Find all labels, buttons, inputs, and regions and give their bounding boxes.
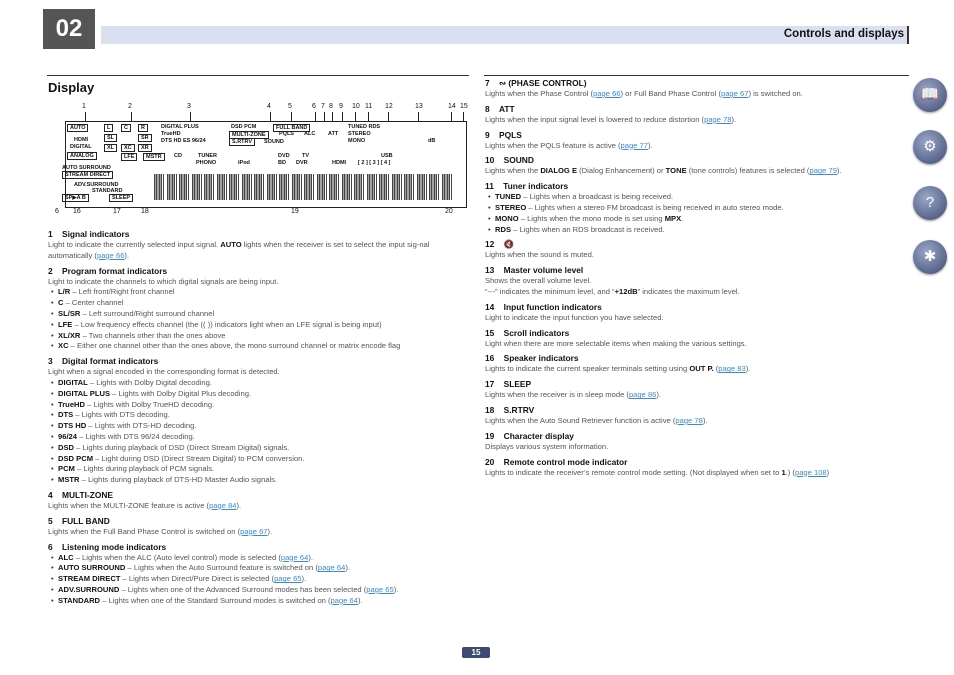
section-text: Light to indicate the currently selected input signal. AUTO lights when the receiver is set to select the input sig-nal automatically (page 66). — [48, 240, 430, 260]
ch-l: L — [104, 124, 113, 132]
section-title: Controls and displays — [783, 28, 904, 40]
list-item: • ALC – Lights when the ALC (Auto level control) mode is selected (page 64). — [48, 553, 468, 564]
speaker-icon[interactable]: ⚙ — [913, 130, 947, 164]
alc-indicator: ALC — [304, 131, 316, 137]
callout-number: 4 — [267, 103, 271, 110]
section-text: Lights to indicate the current speaker terminals setting using OUT P. (page 83). — [485, 364, 751, 374]
section-heading: 20 Remote control mode indicator — [485, 456, 628, 467]
srtrv-indicator: S.RTRV — [229, 138, 255, 146]
section-text: Light when there are more selectable items when making the various settings. — [485, 338, 747, 348]
sleep-indicator: SLEEP — [109, 194, 133, 202]
section-text: Lights when the Phase Control (page 66) or Full Band Phase Control (page 67) is switched on. — [485, 89, 803, 98]
page-link[interactable]: page 66 — [593, 89, 621, 98]
ch-r: R — [138, 124, 148, 132]
list-item: • DIGITAL – Lights with Dolby Digital decoding. — [48, 378, 468, 389]
tuner-indicator: TUNED RDS — [348, 124, 381, 130]
callout-number: 16 — [73, 208, 81, 215]
sound-indicator: SOUND — [264, 139, 284, 145]
list-item: • TUNED – Lights when a broadcast is being received. — [485, 192, 910, 203]
left-section-4 — [48, 489, 468, 512]
ch-lfe: LFE — [121, 153, 137, 161]
character-cell — [267, 174, 277, 200]
character-cell — [204, 174, 214, 200]
leader-line — [368, 112, 369, 121]
right-section-7 — [485, 77, 910, 100]
section-heading: 10 SOUND — [485, 155, 534, 166]
leader-line — [355, 112, 356, 121]
page-link[interactable]: page 64 — [317, 563, 346, 573]
list-item: • XL/XR – Two channels other than the ones above — [48, 331, 468, 342]
auto-indicator: AUTO — [67, 124, 88, 132]
bullet-list — [48, 287, 468, 352]
character-cell — [329, 174, 339, 200]
section-text: Lights when the input signal level is lowered to reduce distortion (page 78). — [485, 114, 737, 124]
page-link[interactable]: page 64 — [330, 595, 358, 605]
left-section-3 — [48, 355, 468, 486]
callout-number: 18 — [141, 208, 149, 215]
list-item: • MONO – Lights when the mono mode is set using MPX. — [485, 214, 910, 225]
leader-line — [342, 112, 343, 121]
input-tuner: TUNER — [198, 153, 217, 159]
right-section-17 — [485, 378, 910, 401]
callout-number: 14 — [448, 103, 456, 110]
character-cell — [217, 174, 227, 200]
section-text: Lights when the receiver is in sleep mode (page 86). — [485, 390, 662, 400]
section-heading: 5 FULL BAND — [48, 515, 110, 526]
leader-line — [332, 112, 333, 121]
input-usb: USB — [381, 153, 393, 159]
page-link[interactable]: page 66 — [96, 250, 125, 260]
callout-number: 2 — [128, 103, 132, 110]
character-cell — [229, 174, 239, 200]
callout-number: 9 — [339, 103, 343, 110]
help-icon[interactable]: ? — [913, 186, 947, 220]
character-cell — [417, 174, 427, 200]
callout-number: 3 — [187, 103, 191, 110]
callout-number: 20 — [445, 208, 453, 215]
section-heading: 4 MULTI-ZONE — [48, 489, 113, 500]
mute-icon: 🔇 — [503, 239, 515, 250]
character-cell — [279, 174, 289, 200]
section-heading: 3 Digital format indicators — [48, 356, 159, 367]
leader-line — [315, 112, 316, 121]
character-cell — [179, 174, 189, 200]
character-cell — [429, 174, 439, 200]
db-indicator: dB — [428, 138, 436, 144]
page-link[interactable]: page 86 — [628, 390, 657, 400]
att-indicator: ATT — [328, 131, 339, 137]
right-section-8 — [485, 103, 910, 126]
ch-sr: SR — [138, 134, 152, 142]
right-column — [485, 77, 910, 481]
callout-number: 19 — [291, 208, 299, 215]
section-text: Lights to indicate the receiver’s remote control mode setting. (Not displayed when set to 1.) (page 108) — [485, 467, 830, 477]
right-section-18 — [485, 404, 910, 427]
left-column — [48, 228, 468, 610]
leader-line — [291, 112, 292, 121]
chapter-number: 02 — [43, 9, 95, 49]
section-heading: 9 PQLS — [485, 129, 522, 140]
section-heading: 12 🔇 — [485, 239, 515, 250]
input-bd: BD — [278, 160, 286, 166]
callout-number: 6 — [312, 103, 316, 110]
left-section-6 — [48, 541, 468, 607]
page-link[interactable]: page 78 — [675, 415, 703, 425]
character-cell — [242, 174, 252, 200]
standard-indicator: STANDARD — [92, 188, 123, 194]
character-cell — [167, 174, 177, 200]
page-link[interactable]: page 65 — [366, 584, 394, 594]
mstr-indicator: MSTR — [143, 153, 165, 161]
section-heading: 16 Speaker indicators — [485, 353, 579, 364]
character-cell — [354, 174, 364, 200]
character-cell — [379, 174, 389, 200]
ch-xr: XR — [138, 144, 152, 152]
character-cell — [192, 174, 202, 200]
page-link[interactable]: page 84 — [209, 500, 237, 510]
bullet-list — [48, 378, 468, 486]
bullet-list — [48, 553, 468, 607]
leader-line — [451, 112, 452, 121]
section-heading: 6 Listening mode indicators — [48, 541, 167, 552]
section-heading: 1 Signal indicators — [48, 229, 130, 239]
section-text: Displays various system information. — [485, 441, 609, 451]
hdmi-indicator: HDMI — [74, 137, 89, 143]
section-text: Light when a signal encoded in the corresponding format is detected. — [48, 367, 280, 377]
callout-number: 6 — [55, 208, 59, 215]
header-divider — [907, 26, 909, 44]
input-phono: PHONO — [196, 160, 217, 166]
list-item: • L/R – Left front/Right front channel — [48, 287, 468, 298]
mono-indicator: MONO — [348, 138, 366, 144]
right-section-19 — [485, 430, 910, 453]
dsd-pcm-indicator: DSD PCM — [231, 124, 257, 130]
leader-line — [418, 112, 419, 121]
section-heading: 13 Master volume level — [485, 265, 584, 276]
display-panel — [62, 121, 467, 208]
section-heading: 17 SLEEP — [485, 379, 532, 390]
right-section-12 — [485, 238, 910, 261]
page-link[interactable]: page 108 — [794, 467, 827, 477]
page-link[interactable]: page 67 — [720, 89, 749, 98]
section-heading: 7 ∾ (PHASE CONTROL) — [485, 78, 587, 88]
list-item: • DSD – Lights during playback of DSD (Direct Stream Digital) signals. — [48, 443, 468, 454]
dd-digital-plus: DIGITAL PLUS — [161, 124, 199, 130]
section-text: Light to indicate the channels to which digital signals are being input. — [48, 276, 279, 286]
character-cell — [404, 174, 414, 200]
leader-line — [463, 112, 464, 121]
callout-number: 1 — [82, 103, 86, 110]
leader-line — [85, 112, 86, 121]
right-rule — [484, 75, 909, 76]
list-item: • DIGITAL PLUS – Lights with Dolby Digital Plus decoding. — [48, 389, 468, 400]
hdmi-numbers: [ 2 ] [ 3 ] [ 4 ] — [358, 160, 391, 166]
section-heading: 15 Scroll indicators — [485, 327, 570, 338]
bullet-list — [485, 192, 910, 235]
book-icon[interactable]: 📖 — [913, 78, 947, 112]
left-section-5 — [48, 515, 468, 538]
dts-indicator: DTS HD ES 96/24 — [161, 138, 206, 144]
auto-surround-indicator: AUTO SURROUND — [62, 165, 111, 171]
callout-number: 7 — [321, 103, 325, 110]
callout-number: 12 — [385, 103, 393, 110]
list-item: • LFE – Low frequency effects channel (the (( )) indicators light when an LFE signal is being input) — [48, 320, 468, 331]
leader-line — [131, 112, 132, 121]
page-link[interactable]: page 64 — [280, 552, 309, 562]
character-cell — [254, 174, 264, 200]
list-item: • C – Center channel — [48, 298, 468, 309]
right-section-20 — [485, 456, 910, 479]
input-ipod: iPod — [238, 160, 250, 166]
section-text: Lights when the DIALOG E (Dialog Enhancement) or TONE (tone controls) features is selected (page 79). — [485, 166, 842, 176]
phase-control-icon: ∾ — [498, 78, 507, 88]
right-section-9 — [485, 129, 910, 152]
page-title: Display — [48, 80, 95, 95]
list-item: • ADV.SURROUND – Lights when one of the Advanced Surround modes has been selected (page 65). — [48, 585, 468, 596]
page-link[interactable]: page 65 — [274, 574, 302, 584]
section-text: Lights when the PQLS feature is active (page 77). — [485, 140, 653, 150]
input-tv: TV — [302, 153, 310, 159]
list-item: • RDS – Lights when an RDS broadcast is received. — [485, 225, 910, 236]
right-section-10 — [485, 154, 910, 177]
character-cell — [154, 174, 164, 200]
stream-direct-indicator: STREAM DIRECT — [62, 171, 113, 179]
leader-line — [324, 112, 325, 121]
section-heading: 14 Input function indicators — [485, 301, 602, 312]
callout-number: 11 — [365, 103, 373, 110]
section-heading: 18 S.RTRV — [485, 404, 535, 415]
left-section-1 — [48, 228, 468, 262]
character-cell — [442, 174, 452, 200]
left-rule — [47, 75, 469, 76]
left-section-2 — [48, 265, 468, 353]
right-section-14 — [485, 301, 910, 324]
analog-indicator: ANALOG — [67, 152, 97, 160]
page-link[interactable]: page 79 — [809, 166, 837, 176]
list-item: • STANDARD – Lights when one of the Standard Surround modes is switched on (page 64). — [48, 596, 468, 607]
list-item: • STEREO – Lights when a stereo FM broadcast is being received in auto stereo mode. — [485, 203, 910, 214]
section-heading: 8 ATT — [485, 103, 515, 114]
list-item: • SL/SR – Left surround/Right surround channel — [48, 309, 468, 320]
multizone-indicator: MULTI-ZONE — [229, 131, 269, 139]
adv-surround-indicator: ADV.SURROUND — [74, 182, 119, 188]
section-text: Lights when the MULTI-ZONE feature is active (page 84). — [48, 500, 242, 510]
right-section-11 — [485, 180, 910, 235]
truehd-indicator: TrueHD — [161, 131, 181, 137]
list-item: • PCM – Lights during playback of PCM signals. — [48, 464, 468, 475]
section-heading: 2 Program format indicators — [48, 265, 168, 276]
ch-sl: SL — [104, 134, 117, 142]
section-text: Lights when the Auto Sound Retriever function is active (page 78). — [485, 415, 708, 425]
list-item: • DTS HD – Lights with DTS-HD decoding. — [48, 421, 468, 432]
page-link[interactable]: page 78 — [704, 114, 732, 124]
full-band-indicator: FULL BAND — [273, 124, 310, 132]
character-cell — [304, 174, 314, 200]
list-item: • AUTO SURROUND – Lights when the Auto Surround feature is switched on (page 64). — [48, 563, 468, 574]
stereo-indicator: STEREO — [348, 131, 371, 137]
character-cell — [317, 174, 327, 200]
list-item: • MSTR – Lights during playback of DTS-HD Master Audio signals. — [48, 475, 468, 486]
section-text: Shows the overall volume level. “---” indicates the minimum level, and “+12dB” indicates the maximum level. — [485, 276, 740, 296]
ch-xl: XL — [104, 144, 117, 152]
input-cd: CD — [174, 153, 182, 159]
page-number: 15 — [462, 647, 490, 658]
input-dvr: DVR — [296, 160, 308, 166]
list-item: • TrueHD – Lights with Dolby TrueHD decoding. — [48, 400, 468, 411]
right-section-15 — [485, 327, 910, 350]
callout-number: 15 — [460, 103, 468, 110]
callout-number: 5 — [288, 103, 292, 110]
speaker-indicator: SP▶A B — [62, 194, 89, 202]
callout-number: 10 — [352, 103, 360, 110]
page-link[interactable]: page 83 — [718, 364, 746, 374]
list-item: • DTS – Lights with DTS decoding. — [48, 410, 468, 421]
input-hdmi: HDMI — [332, 160, 347, 166]
character-cell — [342, 174, 352, 200]
pqls-indicator: PQLS — [279, 131, 294, 137]
leader-line — [190, 112, 191, 121]
input-dvd: DVD — [278, 153, 290, 159]
display-diagram — [55, 101, 469, 219]
section-text: Light to indicate the input function you have selected. — [485, 312, 664, 322]
list-item: • 96/24 – Lights with DTS 96/24 decoding. — [48, 432, 468, 443]
list-item: • STREAM DIRECT – Lights when Direct/Pure Direct is selected (page 65). — [48, 574, 468, 585]
character-cell — [292, 174, 302, 200]
list-item: • DSD PCM – Light during DSD (Direct Stream Digital) to PCM conversion. — [48, 454, 468, 465]
leader-line — [388, 112, 389, 121]
callout-number: 13 — [415, 103, 423, 110]
right-section-13 — [485, 264, 910, 298]
section-text: Lights when the Full Band Phase Control is switched on (page 67). — [48, 526, 273, 536]
digital-indicator: DIGITAL — [70, 144, 92, 150]
ch-c: C — [121, 124, 131, 132]
section-heading: 11 Tuner indicators — [485, 181, 569, 192]
section-heading: 19 Character display — [485, 430, 574, 441]
section-text: Lights when the sound is muted. — [485, 250, 594, 260]
callout-number: 17 — [113, 208, 121, 215]
ch-xc: XC — [121, 144, 135, 152]
page-link[interactable]: page 67 — [240, 526, 268, 536]
right-section-16 — [485, 352, 910, 375]
callout-number: 8 — [329, 103, 333, 110]
tools-icon[interactable]: ✱ — [913, 240, 947, 274]
page-link[interactable]: page 77 — [620, 140, 648, 150]
character-cell — [392, 174, 402, 200]
character-cell — [367, 174, 377, 200]
list-item: • XC – Either one channel other than the ones above, the mono surround channel or matrix encode flag — [48, 341, 468, 352]
leader-line — [270, 112, 271, 121]
